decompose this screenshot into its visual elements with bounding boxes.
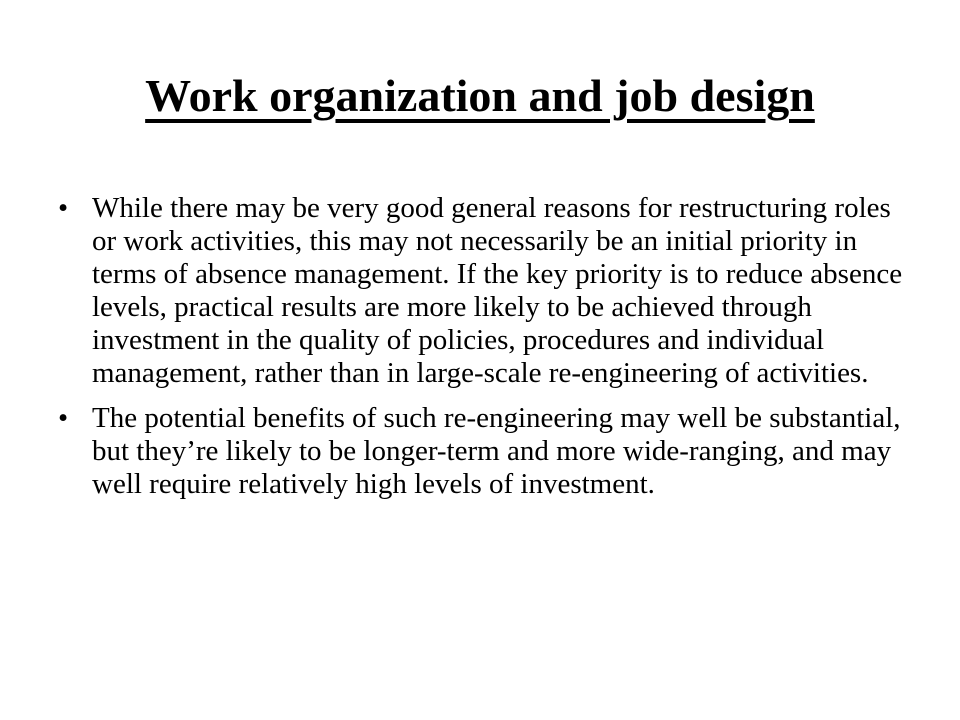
bullet-text: The potential benefits of such re-engineering may well be substantial, but they’re likely to be longer-term and more wide-ranging, and may well require relatively high levels of investment. <box>92 402 901 500</box>
bullet-text: While there may be very good general reasons for restructuring roles or work activities, this may not necessarily be an initial priority in terms of absence management. If the key priority is to reduce absence levels, practical results are more likely to be achieved through investment in the quality of policies, procedures and individual management, rather than in large-scale re-engineering of activities. <box>92 192 903 389</box>
bullet-list <box>58 192 908 513</box>
bullet-item-1 <box>58 192 908 390</box>
bullet-icon: • <box>58 402 69 434</box>
bullet-icon: • <box>58 192 69 224</box>
slide-title: Work organization and job design <box>145 70 815 121</box>
bullet-item-2 <box>58 402 908 501</box>
